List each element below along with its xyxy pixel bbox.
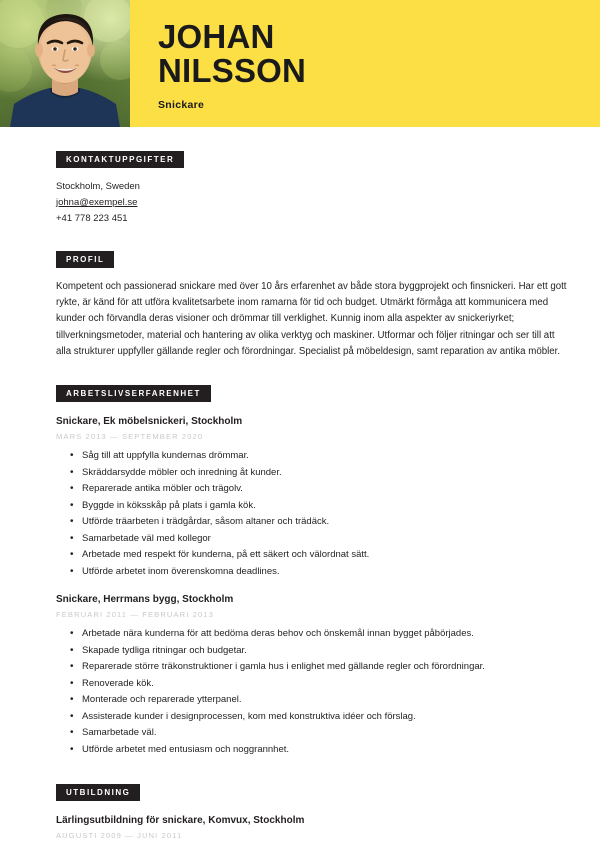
experience-entry bbox=[56, 416, 568, 580]
list-item: • Assisterade kunder i designprocessen, kom med konstruktiva idéer och förslag. bbox=[82, 709, 568, 726]
last-name: NILSSON bbox=[158, 52, 307, 89]
contact-details bbox=[56, 179, 568, 227]
list-item: • Arbetade nära kunderna för att bedöma deras behov och önskemål innan bygget påbörjades. bbox=[82, 626, 568, 643]
list-item: • Monterade och reparerade ytterpanel. bbox=[82, 692, 568, 709]
section-contact bbox=[56, 149, 568, 227]
experience-bullet-list bbox=[56, 626, 568, 758]
list-item: • Samarbetade väl. bbox=[82, 725, 568, 742]
list-item: • Såg till att uppfylla kundernas drömmar. bbox=[82, 448, 568, 465]
list-item: • Reparerade antika möbler och trägolv. bbox=[82, 481, 568, 498]
list-item: • Skräddarsydde möbler och inredning åt kunder. bbox=[82, 465, 568, 482]
profile-section-label: PROFIL bbox=[56, 251, 114, 268]
list-item: • Utförde arbetet med entusiasm och noggrannhet. bbox=[82, 742, 568, 759]
contact-section-label: KONTAKTUPPGIFTER bbox=[56, 151, 184, 168]
section-education bbox=[56, 782, 568, 840]
experience-bullet-list bbox=[56, 448, 568, 580]
contact-phone: +41 778 223 451 bbox=[56, 213, 128, 224]
header-name-block bbox=[158, 0, 306, 127]
list-item: • Renoverade kök. bbox=[82, 676, 568, 693]
list-item: • Utförde träarbeten i trädgårdar, såsom altaner och trädäck. bbox=[82, 514, 568, 531]
list-item: • Arbetade med respekt för kunderna, på ett säkert och välordnat sätt. bbox=[82, 547, 568, 564]
contact-location: Stockholm, Sweden bbox=[56, 181, 140, 192]
first-name: JOHAN bbox=[158, 18, 275, 55]
section-experience bbox=[56, 383, 568, 758]
education-entry bbox=[56, 815, 568, 840]
experience-job-dates: MARS 2013 — SEPTEMBER 2020 bbox=[56, 432, 204, 442]
header-job-title: Snickare bbox=[158, 99, 205, 111]
section-profile bbox=[56, 249, 568, 360]
list-item: • Skapade tydliga ritningar och budgetar. bbox=[82, 643, 568, 660]
education-section-label: UTBILDNING bbox=[56, 784, 140, 801]
education-entry-dates: AUGUSTI 2009 — JUNI 2011 bbox=[56, 831, 183, 841]
experience-job-heading: Snickare, Herrmans bygg, Stockholm bbox=[56, 594, 234, 606]
list-item: • Reparerade större träkonstruktioner i gamla hus i enlighet med gällande regler och förordningar. bbox=[82, 659, 568, 676]
resume-header-banner bbox=[0, 0, 600, 127]
profile-photo bbox=[0, 0, 130, 127]
experience-job-dates: FEBRUARI 2011 — FEBRUARI 2013 bbox=[56, 610, 214, 620]
list-item: • Samarbetade väl med kollegor bbox=[82, 531, 568, 548]
profile-summary-text: Kompetent och passionerad snickare med över 10 års erfarenhet av både stora byggprojekt och finsnickeri. Har ett gott rykte, är känd för att utföra kvalitetsarbete inom ramarna för tid och budget. Utmärkt förmåga att kommunicera med kunder och förvandla deras visioner och drömmar till verklighet. Kunnig inom alla aspekter av snickeriyrket; tillverkningsmetoder, material och hantering av olika verktyg och maskiner. Utformar och följer ritningar och ser till att alla strukturer uppfyller gällande regler och förordningar. Specialist på möbeldesign, samt reparation av antika möbler. bbox=[56, 281, 567, 357]
experience-entry bbox=[56, 594, 568, 758]
education-entry-heading: Lärlingsutbildning för snickare, Komvux, Stockholm bbox=[56, 815, 305, 827]
experience-section-label: ARBETSLIVSERFARENHET bbox=[56, 385, 211, 402]
resume-body bbox=[0, 149, 600, 840]
contact-email-link[interactable]: johna@exempel.se bbox=[56, 197, 138, 208]
experience-job-heading: Snickare, Ek möbelsnickeri, Stockholm bbox=[56, 416, 243, 428]
list-item: • Byggde in köksskåp på plats i gamla kök. bbox=[82, 498, 568, 515]
list-item: • Utförde arbetet inom överenskomna deadlines. bbox=[82, 564, 568, 581]
